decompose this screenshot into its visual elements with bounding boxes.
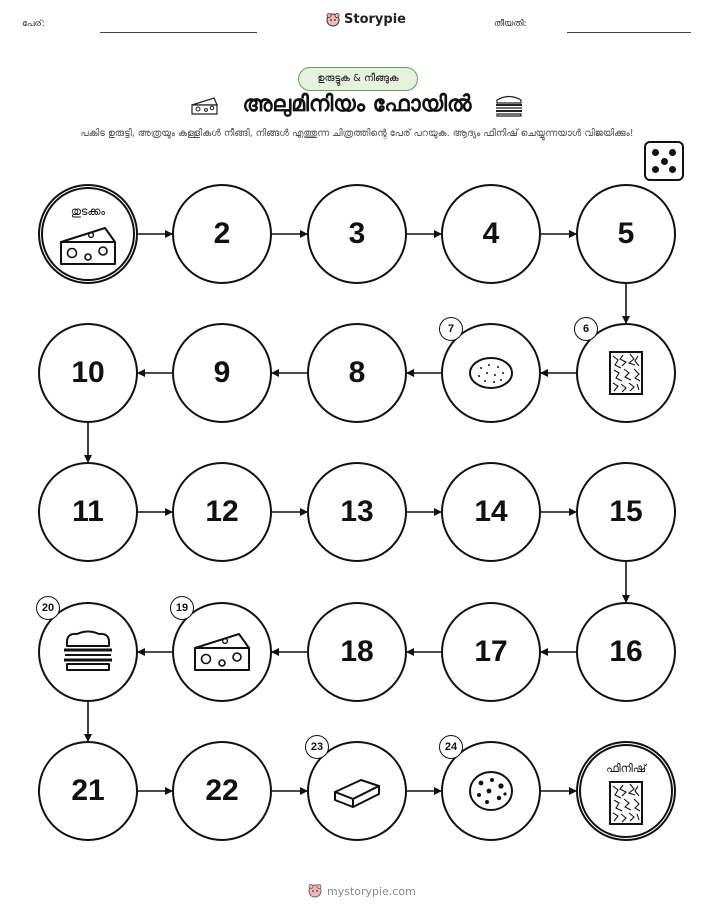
cell-number: 22 [205, 774, 239, 807]
cell-23[interactable] [307, 741, 407, 841]
footer [308, 884, 416, 898]
cell-3[interactable] [307, 184, 407, 284]
cell-number: 11 [72, 495, 104, 528]
cell-15[interactable] [576, 462, 676, 562]
cell-number: 18 [340, 635, 374, 668]
cell-number-badge: 7 [439, 317, 463, 341]
cell-22[interactable] [172, 741, 272, 841]
cell-number: 4 [482, 217, 500, 250]
cell-12[interactable] [172, 462, 272, 562]
cell-10[interactable] [38, 323, 138, 423]
cell-11[interactable] [38, 462, 138, 562]
cell-number: 3 [348, 217, 366, 250]
date-label: തീയതി: [494, 19, 527, 29]
cheese-icon [191, 630, 253, 678]
cell-13[interactable] [307, 462, 407, 562]
footer-url[interactable]: mystorypie.com [327, 884, 416, 898]
cell-number: 12 [205, 495, 239, 528]
name-label: പേര്: [22, 19, 45, 29]
cell-number: 2 [213, 217, 231, 250]
cell-2[interactable] [172, 184, 272, 284]
cell-number: 14 [474, 495, 508, 528]
cell-20[interactable] [38, 602, 138, 702]
cell-8[interactable] [307, 323, 407, 423]
cell-number-badge: 19 [170, 596, 194, 620]
cell-5[interactable] [576, 184, 676, 284]
cell-4[interactable] [441, 184, 541, 284]
start-label: തുടക്കം [70, 205, 106, 218]
cell-16[interactable] [576, 602, 676, 702]
cell-number: 17 [474, 635, 508, 668]
start-cell[interactable] [38, 184, 138, 284]
activity-pill: ഉരുട്ടുക & നീങ്ങുക [298, 67, 418, 91]
finish-cell[interactable] [576, 741, 676, 841]
cell-19[interactable] [172, 602, 272, 702]
cell-14[interactable] [441, 462, 541, 562]
cell-number: 15 [609, 495, 643, 528]
cell-number: 21 [71, 774, 105, 807]
cell-number-badge: 20 [36, 596, 60, 620]
cell-number: 8 [348, 356, 366, 389]
foil-sheet-icon [608, 350, 644, 400]
cell-number: 10 [71, 356, 105, 389]
foil-sheet-icon [608, 780, 644, 830]
instructions: പകിട ഉരുട്ടി, അത്രയും കള്ളികൾ നീങ്ങി, നിങ്ങൾ എത്തുന്ന ചിത്രത്തിന്റെ പേര് പറയുക. ആദ്യം ഫിനിഷ് ചെയ്യുന്നയാൾ വിജയിക്കും! [80, 128, 634, 139]
cell-21[interactable] [38, 741, 138, 841]
brand-name: Storypie [344, 12, 406, 27]
cell-number: 13 [340, 495, 374, 528]
cell-number: 5 [617, 217, 635, 250]
page-title: അലുമിനിയം ഫോയിൽ [242, 92, 472, 117]
cell-number-badge: 24 [439, 735, 463, 759]
cell-9[interactable] [172, 323, 272, 423]
cheese-icon [57, 224, 119, 272]
cell-17[interactable] [441, 602, 541, 702]
cookie-icon [467, 769, 515, 817]
cell-24[interactable] [441, 741, 541, 841]
cell-number: 16 [609, 635, 643, 668]
cell-18[interactable] [307, 602, 407, 702]
cell-6[interactable] [576, 323, 676, 423]
footer-mascot-icon [308, 884, 322, 898]
cell-number-badge: 6 [574, 317, 598, 341]
butter-icon [331, 772, 383, 814]
cell-number-badge: 23 [305, 735, 329, 759]
cell-number: 9 [213, 356, 231, 389]
cell-7[interactable] [441, 323, 541, 423]
finish-label: ഫിനിഷ് [606, 762, 646, 775]
sandwich-icon [61, 630, 115, 678]
cracker-icon [467, 355, 515, 395]
